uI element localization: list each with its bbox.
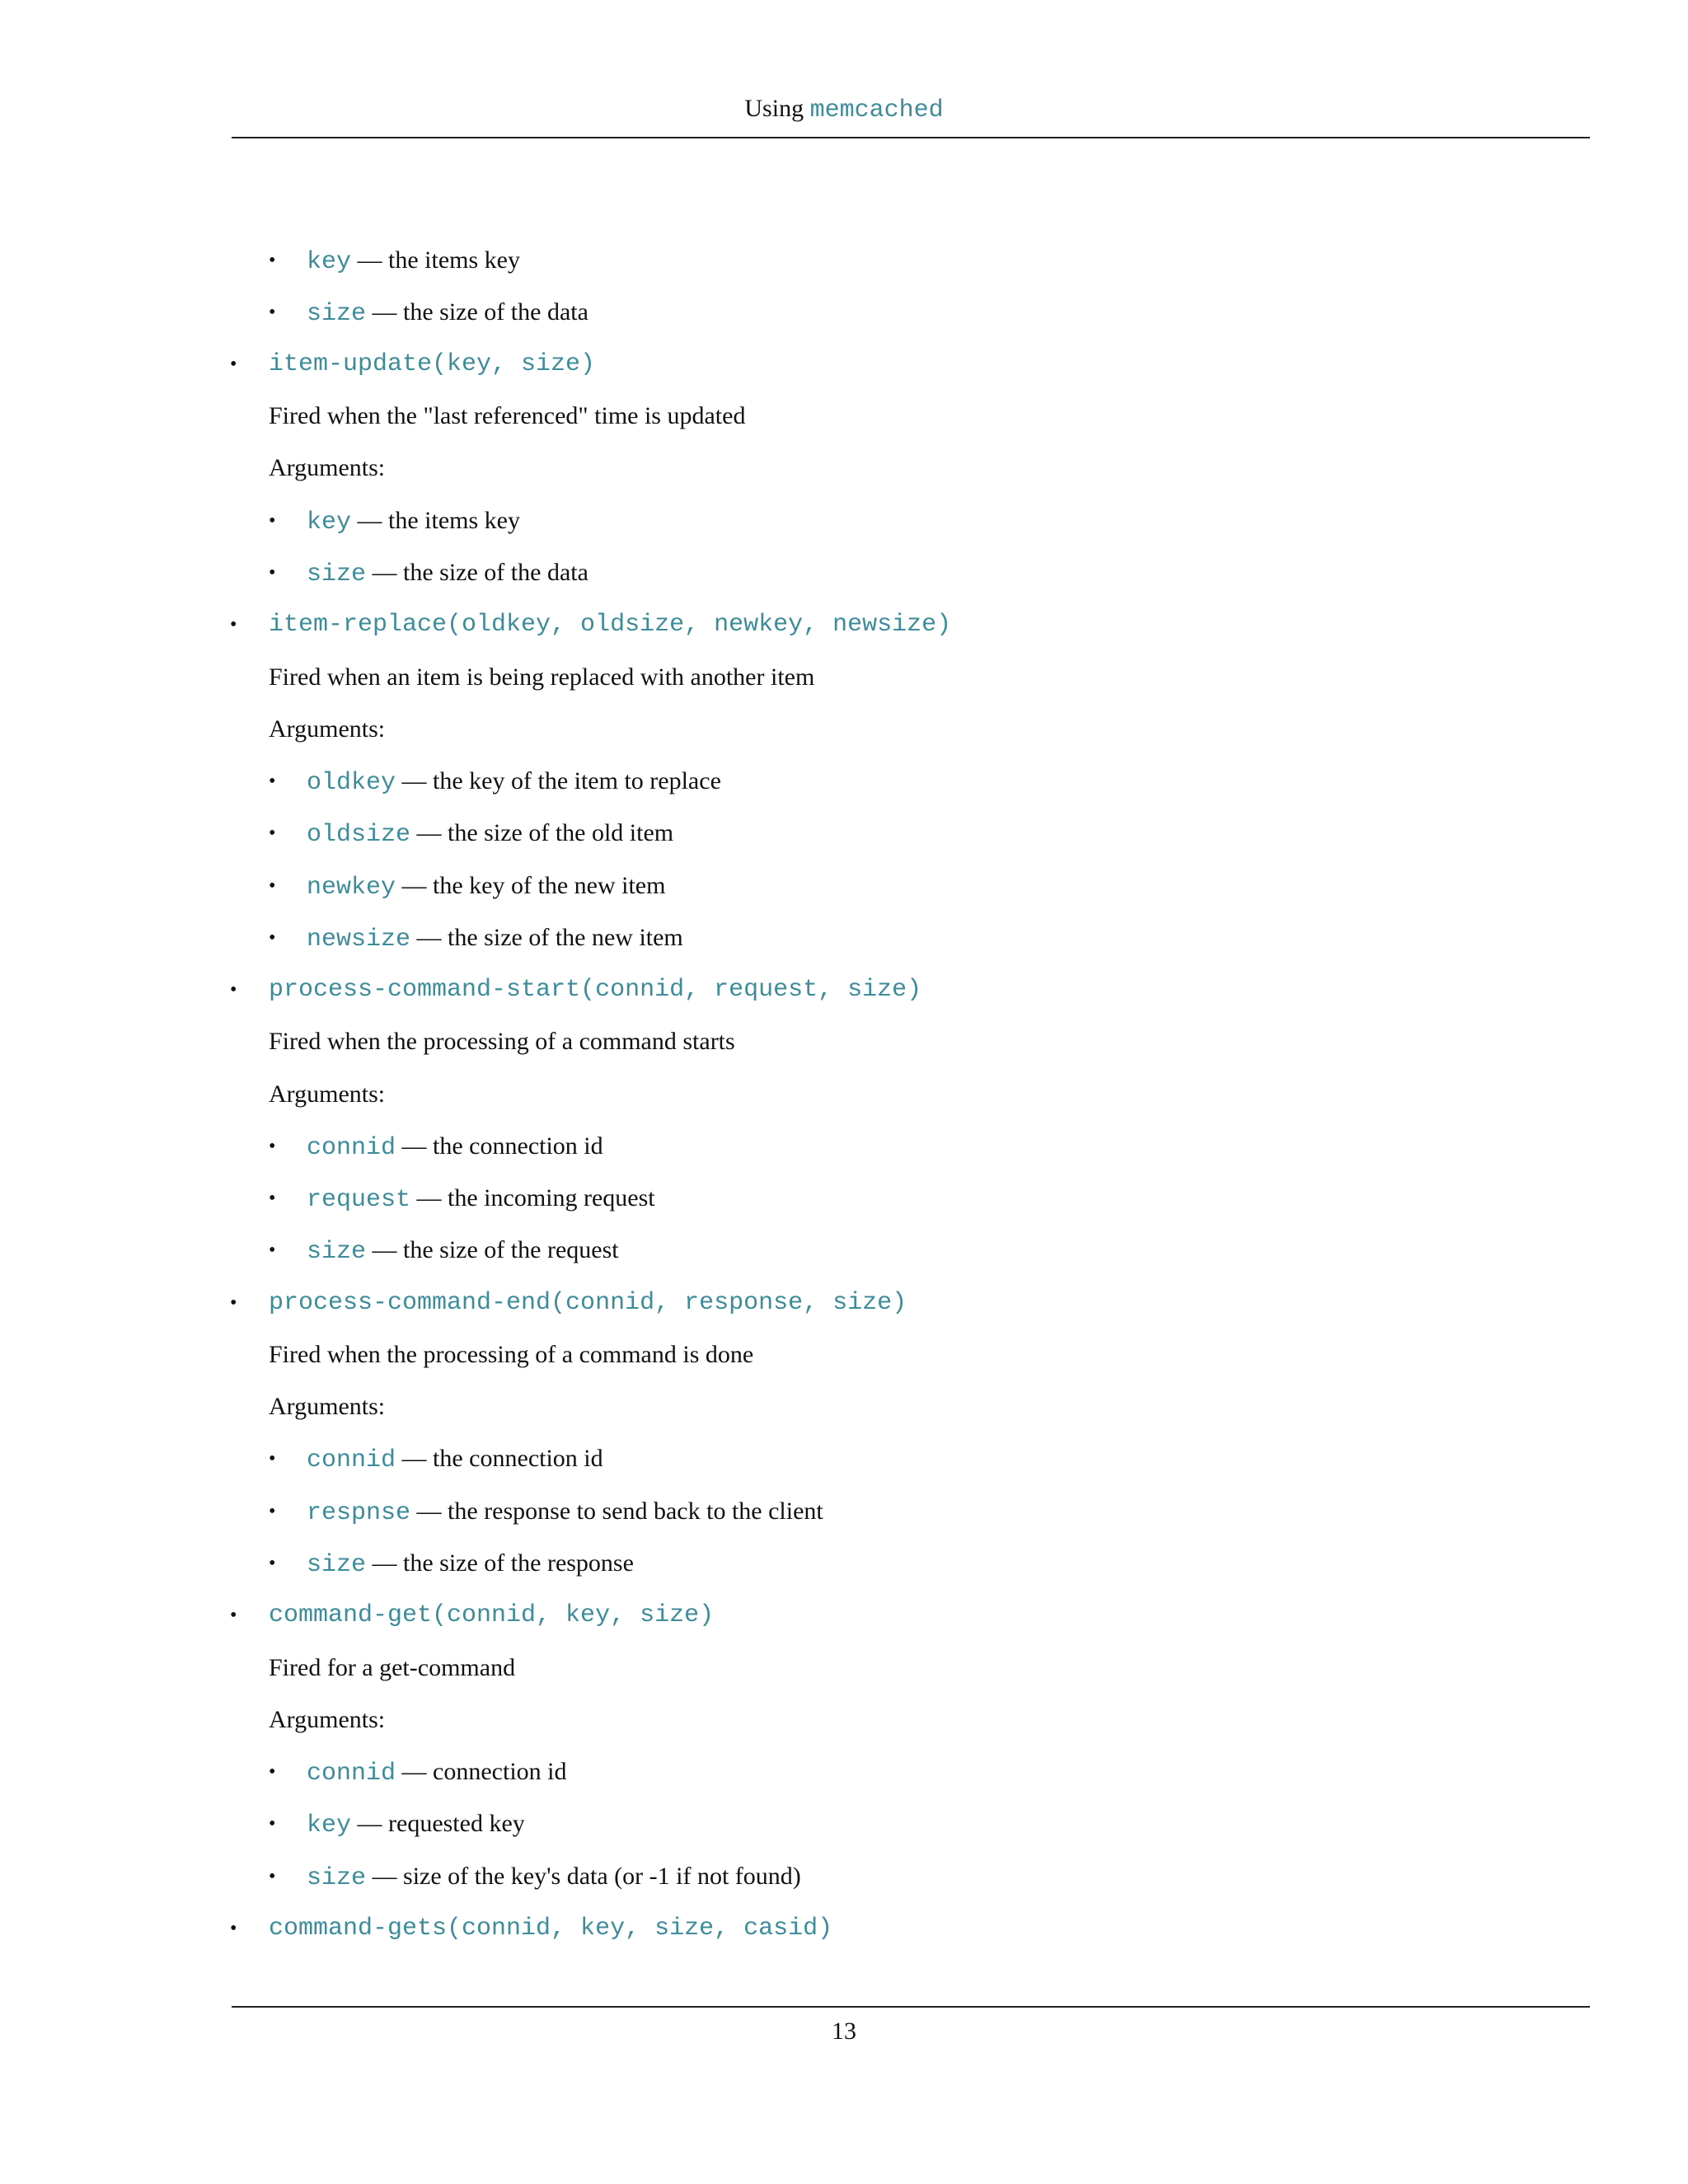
bullet: • [269,1448,276,1469]
arg-name: respnse [307,1499,411,1527]
arg-item [307,1860,801,1895]
arg-desc: — the size of the old item [416,819,674,846]
arg-desc: — the connection id [401,1132,603,1160]
page-header [0,92,1688,127]
arg-item [307,1442,603,1477]
arg-item [307,556,588,591]
arg-name: newsize [307,926,411,954]
probe-description: Fired for a get-command [269,1654,516,1681]
arg-name: size [307,300,367,328]
arg-name: key [307,1811,352,1840]
bullet: • [269,1240,276,1261]
arg-item [307,1234,619,1268]
arg-item [307,296,588,330]
footer-rule [232,2006,1590,2008]
arg-item [307,1807,525,1842]
arg-desc: — the size of the request [372,1236,619,1263]
bullet: • [269,875,276,897]
arg-item [307,869,665,904]
arg-name: connid [307,1760,396,1788]
arg-item [307,1182,655,1216]
arguments-label: Arguments: [269,715,386,743]
arg-name: key [307,509,352,537]
arg-desc: — the connection id [401,1445,603,1472]
arguments-label: Arguments: [269,1706,386,1733]
bullet: • [230,614,237,635]
arg-desc: — the size of the data [372,298,588,326]
arg-desc: — the items key [357,507,520,534]
header-code: memcached [809,96,944,124]
arg-name: key [307,248,352,276]
probe-signature: item-replace(oldkey, oldsize, newkey, newsize) [269,611,952,639]
probe-signature: process-command-end(connid, response, size) [269,1289,907,1317]
arg-name: connid [307,1134,396,1162]
arg-item [307,244,520,279]
arguments-label: Arguments: [269,1080,386,1108]
bullet: • [269,1136,276,1157]
arg-desc: — requested key [357,1810,525,1837]
arg-name: oldkey [307,769,396,797]
bullet: • [230,354,237,375]
arg-desc: — the incoming request [416,1184,655,1212]
bullet: • [269,823,276,844]
bullet: • [269,1553,276,1574]
bullet: • [230,979,237,1001]
bullet: • [269,302,276,323]
arg-name: request [307,1186,411,1214]
bullet: • [230,1292,237,1314]
arg-name: oldsize [307,821,411,849]
arg-desc: — the response to send back to the client [416,1497,823,1525]
probe-signature: item-update(key, size) [269,350,596,378]
arg-item [307,921,683,956]
bullet: • [269,562,276,583]
arg-desc: — the size of the new item [416,924,683,951]
arg-item [307,817,673,851]
arg-item [307,504,520,539]
arg-name: size [307,560,367,588]
arguments-label: Arguments: [269,1393,386,1420]
arg-item [307,1130,603,1165]
bullet: • [230,1605,237,1626]
arg-desc: — the size of the data [372,559,588,586]
arg-desc: — the key of the item to replace [401,767,721,794]
page-number: 13 [832,2018,856,2045]
probe-signature: process-command-start(connid, request, size) [269,976,922,1004]
probe-description: Fired when the "last referenced" time is updated [269,402,746,429]
arg-name: connid [307,1446,396,1474]
header-prefix: Using [744,95,804,122]
probe-description: Fired when the processing of a command starts [269,1028,735,1055]
probe-signature: command-get(connid, key, size) [269,1601,715,1629]
arg-desc: — size of the key's data (or -1 if not found) [372,1863,801,1890]
arg-item [307,765,721,799]
arg-item [307,1495,823,1530]
bullet: • [269,1188,276,1209]
probe-signature: command-gets(connid, key, size, casid) [269,1915,833,1943]
bullet: • [269,510,276,532]
arg-name: newkey [307,874,396,902]
bullet: • [269,1813,276,1835]
bullet: • [269,1866,276,1887]
bullet: • [269,771,276,792]
bullet: • [269,250,276,271]
arg-name: size [307,1551,367,1579]
arg-desc: — connection id [401,1758,567,1785]
probe-description: Fired when an item is being replaced with another item [269,663,815,691]
bullet: • [269,1761,276,1783]
arg-name: size [307,1238,367,1266]
header-rule [232,137,1590,138]
arg-desc: — the key of the new item [401,872,666,899]
bullet: • [230,1918,237,1939]
arg-desc: — the items key [357,246,520,274]
arg-desc: — the size of the response [372,1549,634,1577]
arg-item [307,1755,566,1790]
arguments-label: Arguments: [269,454,386,481]
arg-name: size [307,1864,367,1892]
bullet: • [269,1501,276,1522]
probe-description: Fired when the processing of a command is done [269,1341,754,1368]
bullet: • [269,927,276,949]
arg-item [307,1547,634,1582]
